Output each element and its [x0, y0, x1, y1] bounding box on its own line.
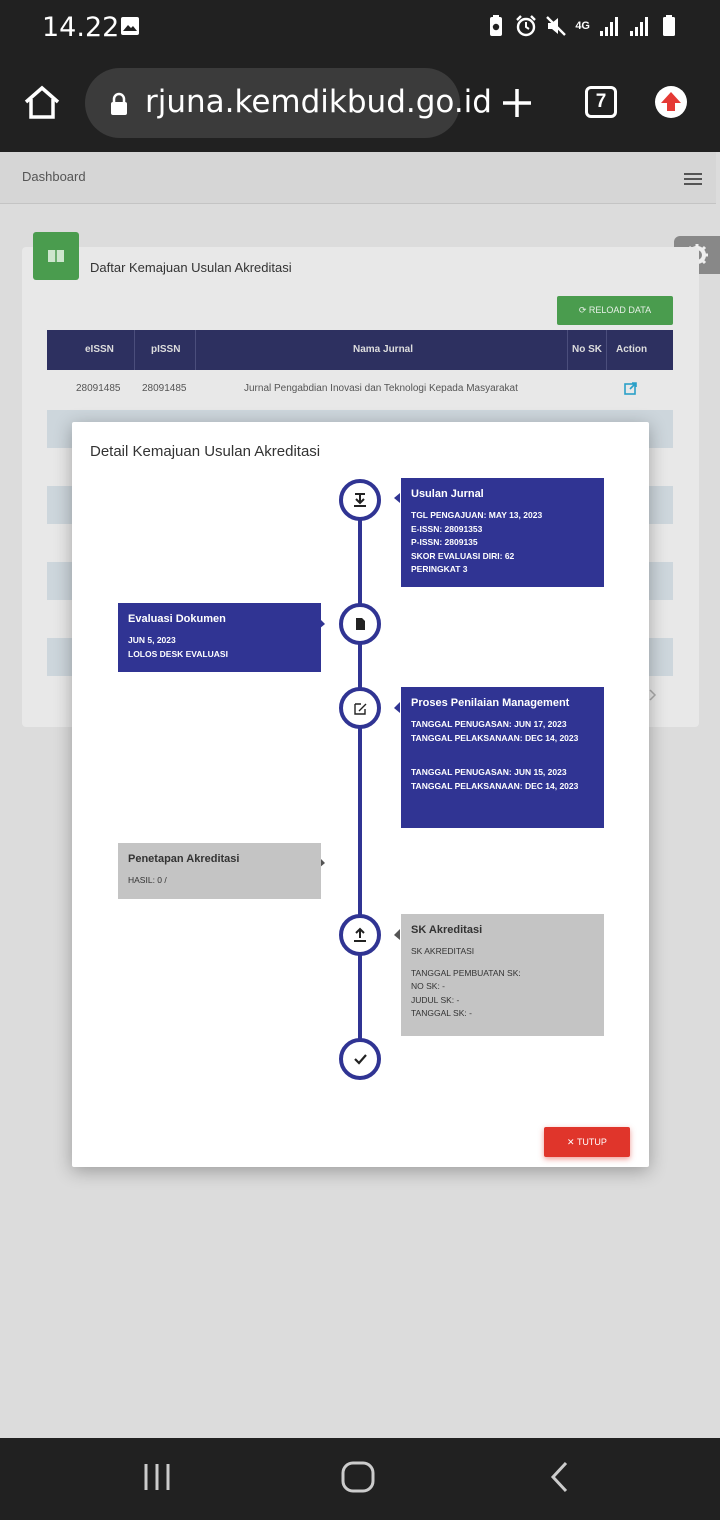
- network-type-label: 4G: [575, 20, 590, 32]
- step-line: P-ISSN: 2809135: [411, 537, 478, 547]
- step-line: JUDUL SK: -: [411, 994, 460, 1005]
- url-text: rjuna.kemdikbud.go.id: [145, 84, 492, 120]
- step-line: TANGGAL PELAKSANAAN: DEC 14, 2023: [411, 780, 579, 791]
- step-line: TANGGAL PEMBUATAN SK:: [411, 967, 521, 978]
- step-line: JUN 5, 2023: [128, 635, 176, 645]
- open-link-icon[interactable]: [624, 382, 637, 395]
- step-evaluasi-dokumen: [118, 603, 321, 672]
- step-line: NO SK: -: [411, 981, 446, 991]
- timeline-node-edit: [341, 689, 379, 727]
- step-penetapan-akreditasi: [118, 843, 321, 899]
- home-icon[interactable]: [22, 84, 62, 120]
- step-line: E-ISSN: 28091353: [411, 523, 483, 534]
- step-sk-akreditasi: [401, 914, 604, 1036]
- status-bar: [0, 0, 720, 56]
- timeline-node-check: [341, 1040, 379, 1078]
- reload-data-button[interactable]: [557, 296, 673, 325]
- back-icon[interactable]: [548, 1460, 572, 1494]
- signal-icon-2: [628, 14, 650, 38]
- step-line: TANGGAL SK: -: [411, 1008, 472, 1018]
- recent-apps-icon[interactable]: [142, 1462, 172, 1492]
- timeline-node-download: [341, 481, 379, 519]
- cell-pissn: 28091485: [142, 383, 187, 394]
- modal-title: Detail Kemajuan Usulan Akreditasi: [90, 443, 321, 460]
- step-line: SK AKREDITASI: [411, 946, 475, 956]
- step-line: TANGGAL PENUGASAN: JUN 17, 2023: [411, 719, 567, 729]
- close-button[interactable]: [544, 1127, 630, 1157]
- battery-icon: [658, 14, 680, 38]
- cell-eissn: 28091485: [76, 383, 121, 394]
- col-action: Action: [616, 344, 648, 355]
- book-icon: [33, 232, 79, 280]
- signal-icon: [598, 14, 620, 38]
- status-time: 14.22: [42, 12, 120, 43]
- close-label: TUTUP: [576, 1137, 607, 1147]
- new-tab-icon[interactable]: [500, 86, 534, 120]
- step-proses-penilaian: [401, 687, 604, 828]
- card-title: Daftar Kemajuan Usulan Akreditasi: [90, 260, 292, 275]
- step-usulan-jurnal: [401, 478, 604, 587]
- system-nav-bar: [0, 1438, 720, 1520]
- timeline-node-file: [341, 605, 379, 643]
- reload-label: RELOAD DATA: [588, 305, 652, 315]
- alarm-icon: [515, 14, 537, 38]
- step-title: Evaluasi Dokumen: [128, 613, 226, 625]
- home-nav-icon[interactable]: [340, 1460, 376, 1494]
- timeline-node-upload: [341, 916, 379, 954]
- table-header: [47, 330, 673, 370]
- col-eissn: eISSN: [85, 344, 114, 355]
- table-row: [47, 370, 673, 408]
- col-pissn: pISSN: [151, 344, 181, 355]
- refresh-icon: ⟳: [578, 305, 589, 315]
- browser-toolbar: [0, 56, 720, 152]
- step-line: HASIL: 0 /: [128, 875, 167, 885]
- address-bar[interactable]: [85, 68, 492, 138]
- detail-modal: [72, 422, 649, 1167]
- step-line: TANGGAL PELAKSANAAN: DEC 14, 2023: [411, 732, 579, 743]
- chevron-right-icon[interactable]: [649, 689, 657, 701]
- top-navigation: [0, 152, 716, 204]
- menu-icon[interactable]: [684, 172, 702, 186]
- step-line: PERINGKAT 3: [411, 564, 468, 574]
- step-title: Proses Penilaian Management: [411, 697, 570, 709]
- step-title: SK Akreditasi: [411, 924, 483, 936]
- step-line: LOLOS DESK EVALUASI: [128, 648, 228, 659]
- tab-switcher-button[interactable]: 7: [585, 86, 617, 118]
- step-line: TGL PENGAJUAN: MAY 13, 2023: [411, 510, 543, 520]
- arrow-up-icon: [655, 86, 687, 118]
- step-line: SKOR EVALUASI DIRI: 62: [411, 550, 515, 561]
- close-icon: ✕: [567, 1137, 577, 1147]
- cell-nama-jurnal: Jurnal Pengabdian Inovasi dan Teknologi Kepada Masyarakat: [244, 383, 518, 394]
- col-no-sk: No SK: [572, 344, 602, 355]
- col-nama-jurnal: Nama Jurnal: [353, 344, 414, 355]
- update-icon[interactable]: [655, 86, 687, 118]
- lock-icon: [109, 92, 129, 116]
- file-icon: [356, 618, 365, 630]
- step-title: Penetapan Akreditasi: [128, 853, 240, 865]
- gallery-icon: [120, 16, 140, 36]
- step-title: Usulan Jurnal: [411, 488, 484, 500]
- step-line: TANGGAL PENUGASAN: JUN 15, 2023: [411, 767, 567, 777]
- breadcrumb[interactable]: Dashboard: [22, 169, 86, 184]
- mute-icon: [545, 14, 567, 38]
- battery-saver-icon: [485, 14, 507, 38]
